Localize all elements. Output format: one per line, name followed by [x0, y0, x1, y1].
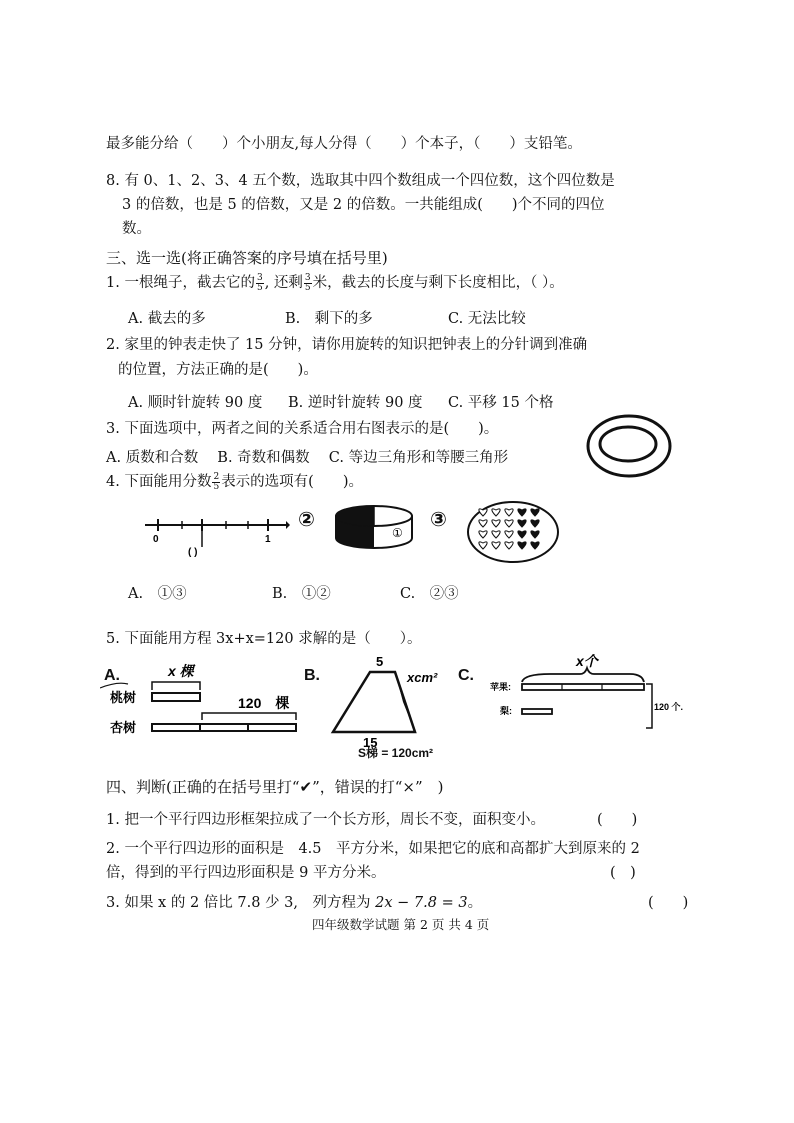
- j1-text: 1. 把一个平行四边形框架拉成了一个长方形，周长不变，面积变小。: [106, 812, 545, 828]
- c-total-label: 120 个.: [654, 702, 684, 712]
- q4-option-b: B. ①②: [272, 586, 331, 602]
- q2-option-c: C. 平移 15 个格: [448, 395, 554, 411]
- j3-pre: 3. 如果 x 的 2 倍比 7.8 少 3, 列方程为: [106, 895, 371, 911]
- j3-post: 。: [467, 895, 483, 911]
- page-footer: 四年级数学试题 第 2 页 共 4 页: [312, 917, 490, 932]
- q2-option-b: B. 逆时针旋转 90 度: [288, 395, 423, 411]
- heart-shape: [505, 542, 513, 549]
- q1-frac1-num: 3: [256, 272, 263, 283]
- j3-equation: 2x − 7.8 = 3: [375, 895, 468, 911]
- q8-line1: 8. 有 0、1、2、3、4 五个数，选取其中四个数组成一个四位数，这个四位数是: [106, 173, 615, 189]
- heart-shape: [492, 509, 500, 516]
- q4-option-a: A. ①③: [128, 586, 187, 602]
- heart-shape: [531, 509, 539, 516]
- q1-option-b: B. 剩下的多: [285, 311, 373, 327]
- q5-diagram-b: [325, 652, 455, 757]
- heart-shape: [518, 542, 526, 549]
- heart-shape: [505, 509, 513, 516]
- j1-answer-paren: ( ): [597, 812, 638, 828]
- q4-frac-den: 5: [213, 481, 220, 492]
- j3-answer-paren: ( ): [648, 895, 689, 911]
- q1-option-a: A. 截去的多: [128, 311, 206, 327]
- heart-shape: [518, 520, 526, 527]
- q8-line3: 数。: [122, 221, 151, 237]
- q3-stem: 3. 下面选项中，两者之间的关系适合用右图表示的是( )。: [106, 421, 499, 437]
- heart-shape: [531, 520, 539, 527]
- number-line-figure: [140, 505, 290, 560]
- a-x-label: x 棵: [168, 663, 194, 679]
- heart-shape: [492, 542, 500, 549]
- q1-mid: , 还剩: [264, 275, 303, 291]
- j3-text: [106, 893, 482, 913]
- q2-line1: 2. 家里的钟表走快了 15 分钟，请你用旋转的知识把钟表上的分针调到准确: [106, 337, 588, 353]
- q4-frac-num: 2: [213, 471, 220, 482]
- q2-option-a: A. 顺时针旋转 90 度: [128, 395, 263, 411]
- a-120-label: 120 棵: [238, 695, 290, 711]
- a-apricot-label: 杏树: [110, 720, 137, 735]
- q4-post: 表示的选项有( )。: [221, 474, 364, 490]
- q4-stem: [106, 472, 363, 492]
- heart-shape: [492, 531, 500, 538]
- q5-option-c-label: C.: [458, 667, 474, 684]
- tick-label-0: 0: [153, 534, 159, 545]
- q7-tail-text: 最多能分给（ ）个小朋友,每人分得（ ）个本子，（ ）支铅笔。: [106, 136, 582, 152]
- b-area-label: S梯 = 120cm²: [358, 746, 434, 760]
- q5-diagram-a: [100, 660, 305, 745]
- q5-diagram-c: [490, 650, 690, 740]
- j2-line2: 倍，得到的平行四边形面积是 9 平方分米。: [106, 865, 386, 881]
- option-3-label: ③: [430, 507, 447, 531]
- q4-pre: 4. 下面能用分数: [106, 474, 212, 490]
- b-side-label: xcm²: [407, 670, 438, 685]
- cylinder-label: ①: [392, 526, 403, 540]
- q5-option-b-label: B.: [304, 667, 320, 684]
- heart-shape: [479, 531, 487, 538]
- q5-stem: 5. 下面能用方程 3x+x=120 求解的是（ ）。: [106, 631, 422, 647]
- q1-frac2-den: 5: [304, 282, 311, 293]
- q1-post: 米，截去的长度与剩下长度相比，（ ）。: [312, 275, 564, 291]
- b-bottom-label: 15: [363, 735, 378, 750]
- heart-shape: [531, 542, 539, 549]
- q3-options: A. 质数和合数 B. 奇数和偶数 C. 等边三角形和等腰三角形: [106, 450, 509, 466]
- heart-shape: [505, 520, 513, 527]
- c-row1-label: 苹果:: [490, 682, 511, 692]
- q2-line2: 的位置，方法正确的是( )。: [118, 362, 318, 378]
- cylinder-figure: [332, 504, 417, 554]
- q4-fraction: [212, 473, 220, 492]
- q1-fraction-1: [256, 274, 264, 293]
- q1-fraction-2: [304, 274, 312, 293]
- q1-frac2-num: 3: [304, 272, 311, 283]
- a-peach-label: 桃树: [110, 690, 137, 705]
- section3-title: 三、选一选(将正确答案的序号填在括号里): [106, 249, 388, 267]
- c-top-label: x个: [576, 653, 598, 669]
- q4-option-c: C. ②③: [400, 586, 459, 602]
- tick-label-1: 1: [265, 534, 271, 545]
- heart-shape: [505, 531, 513, 538]
- heart-shape: [518, 509, 526, 516]
- q8-line2: 3 的倍数，也是 5 的倍数，又是 2 的倍数。一共能组成( )个不同的四位: [122, 197, 605, 213]
- option-2-label: ②: [298, 507, 315, 531]
- j2-line1: 2. 一个平行四边形的面积是 4.5 平方分米，如果把它的底和高都扩大到原来的 2: [106, 841, 640, 857]
- j2-answer-paren: ( ): [610, 865, 636, 881]
- c-row2-label: 梨:: [500, 706, 512, 716]
- number-line-paren: ( ): [188, 547, 198, 558]
- q1-frac1-den: 5: [256, 282, 263, 293]
- heart-shape: [531, 531, 539, 538]
- b-top-label: 5: [376, 654, 384, 669]
- heart-shape: [479, 542, 487, 549]
- heart-shape: [518, 531, 526, 538]
- q5-option-a-label: A.: [104, 667, 120, 684]
- heart-shape: [492, 520, 500, 527]
- q1-option-c: C. 无法比较: [448, 311, 526, 327]
- q1-stem: [106, 273, 564, 293]
- hearts-figure: [466, 500, 560, 564]
- q1-pre: 1. 一根绳子，截去它的: [106, 275, 255, 291]
- section4-title: 四、判断(正确的在括号里打“✔”，错误的打“×” ): [106, 778, 444, 796]
- heart-shape: [479, 520, 487, 527]
- nested-ellipse-diagram: [584, 410, 676, 482]
- heart-shape: [479, 509, 487, 516]
